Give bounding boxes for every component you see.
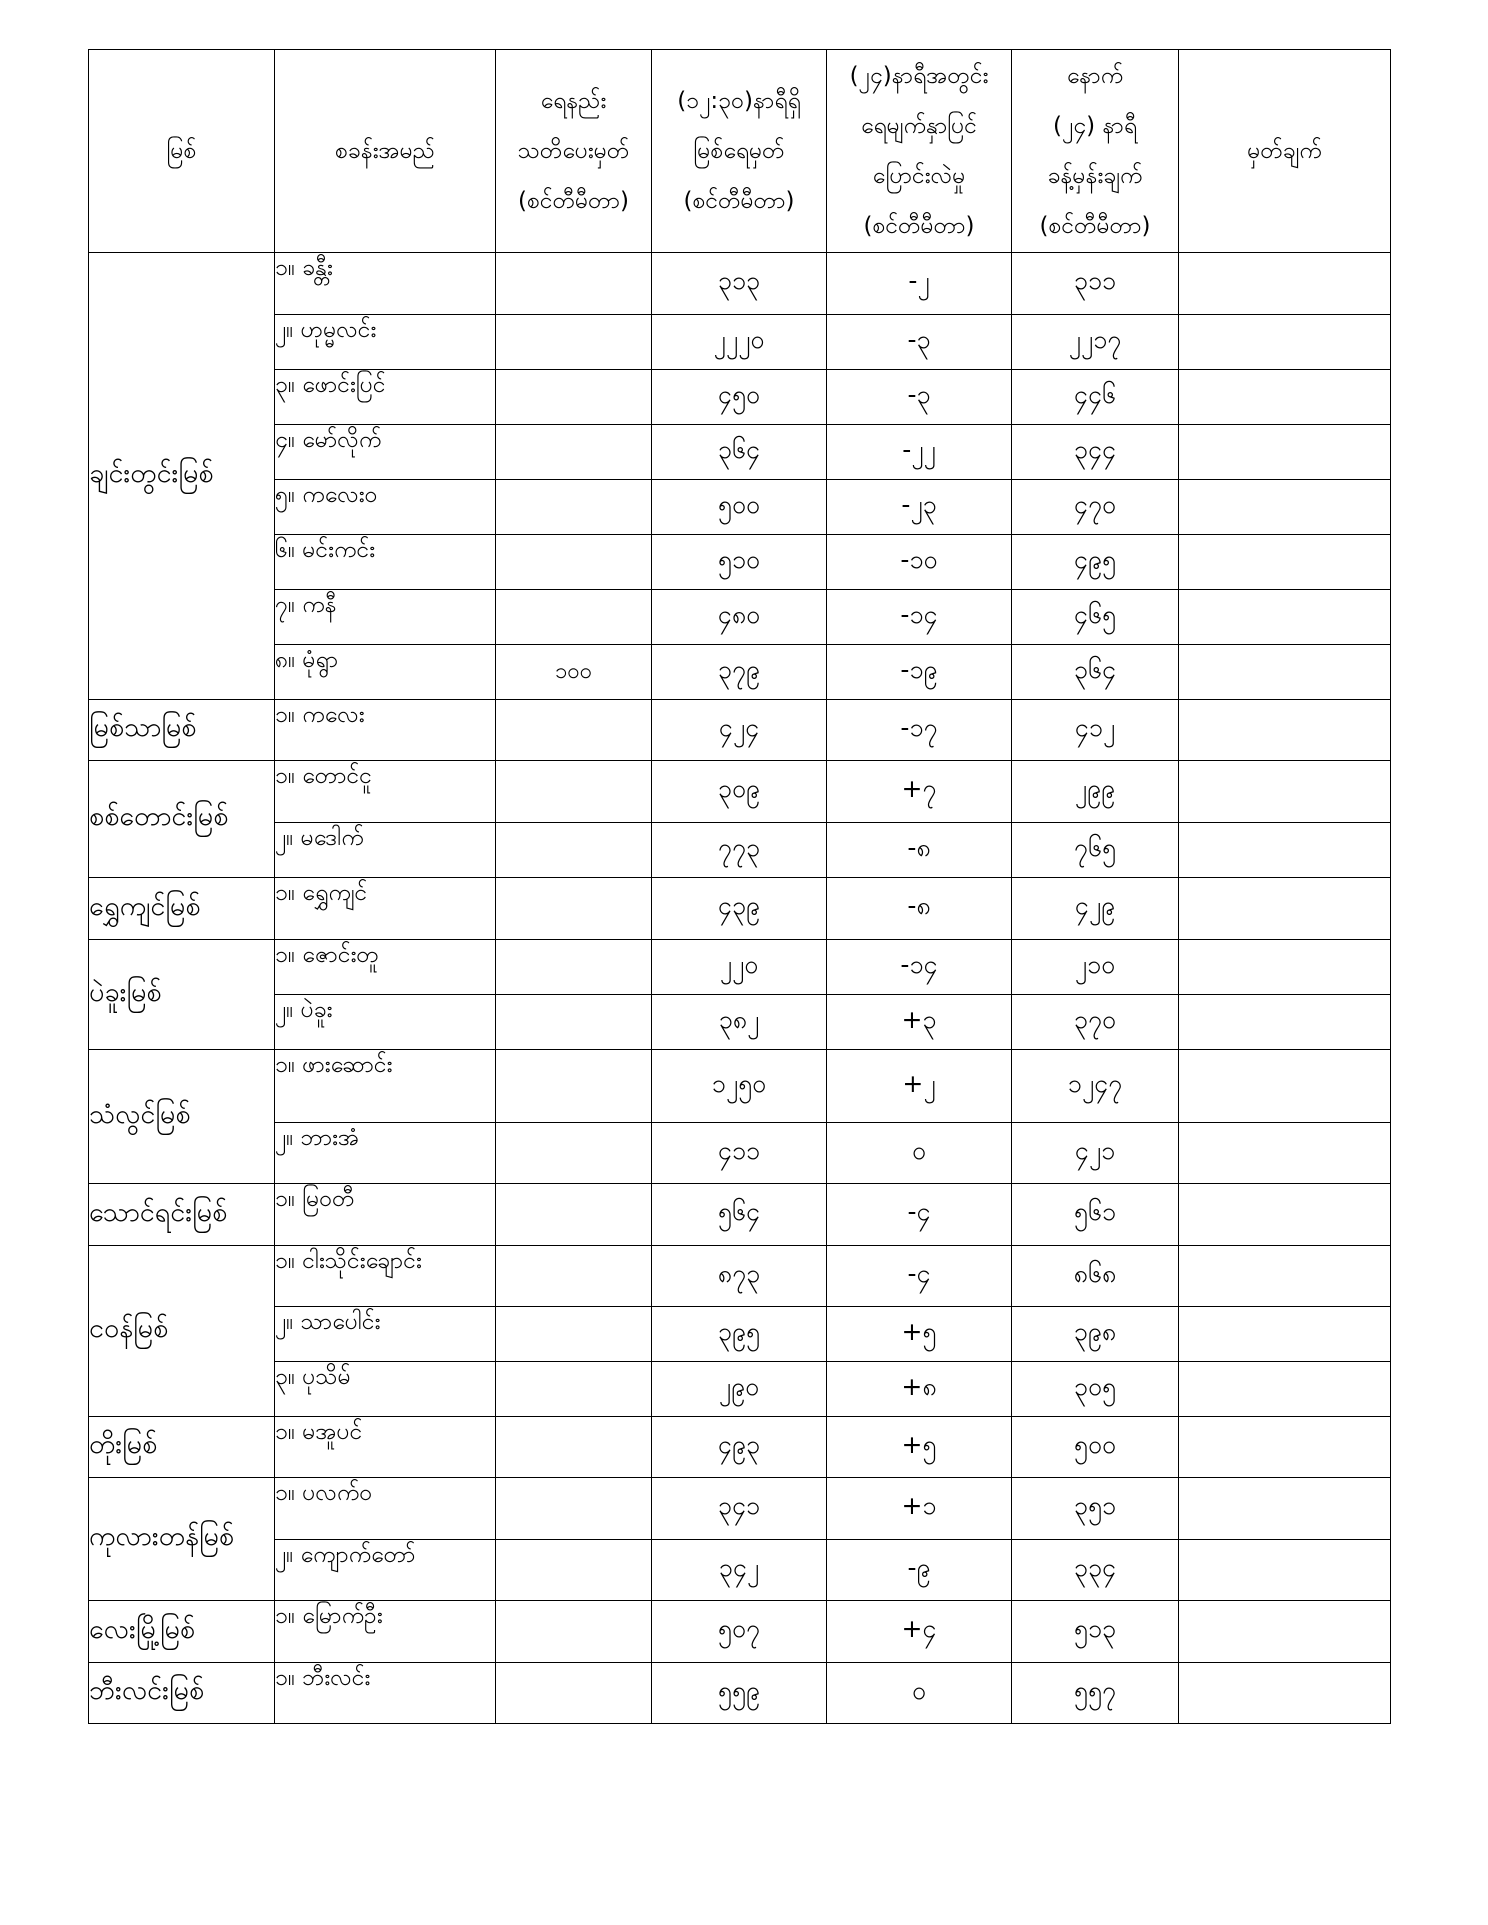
- water-level-cell: ၃၈၂: [652, 995, 827, 1050]
- danger-line-cell: ၁၀၀: [496, 645, 652, 700]
- forecast-cell: ၃၄၄: [1012, 425, 1179, 480]
- water-level-cell: ၃၉၅: [652, 1307, 827, 1362]
- table-row: [89, 1663, 1391, 1724]
- water-level-cell: ၄၁၁: [652, 1123, 827, 1184]
- header-danger-line: [496, 50, 652, 253]
- station-cell: ၃။ ပုသိမ်: [275, 1362, 496, 1417]
- water-level-cell: ၈၇၃: [652, 1246, 827, 1307]
- water-level-cell: ၂၂၂၀: [652, 315, 827, 370]
- table-row: [89, 370, 1391, 425]
- change-cell: -၁၉: [827, 645, 1012, 700]
- change-cell: +၁: [827, 1478, 1012, 1540]
- forecast-cell: ၄၁၂: [1012, 700, 1179, 761]
- change-cell: -၈: [827, 823, 1012, 878]
- remarks-cell: [1179, 1307, 1391, 1362]
- table-row: [89, 480, 1391, 535]
- table-row: [89, 1601, 1391, 1663]
- header-water-level: [652, 50, 827, 253]
- river-name-cell: ရွှေကျင်မြစ်: [89, 878, 275, 940]
- river-name-cell: ပဲခူးမြစ်: [89, 940, 275, 1050]
- forecast-cell: ၃၅၁: [1012, 1478, 1179, 1540]
- forecast-cell: ၃၉၈: [1012, 1307, 1179, 1362]
- forecast-cell: ၇၆၅: [1012, 823, 1179, 878]
- header-remarks: မှတ်ချက်: [1179, 50, 1391, 253]
- river-name-cell: တိုးမြစ်: [89, 1417, 275, 1478]
- table-row: [89, 1362, 1391, 1417]
- change-cell: +၄: [827, 1601, 1012, 1663]
- header-forecast-l1: နောက်: [1066, 63, 1124, 89]
- water-level-cell: ၅၀၇: [652, 1601, 827, 1663]
- change-cell: -၂၃: [827, 480, 1012, 535]
- remarks-cell: [1179, 1123, 1391, 1184]
- station-cell: ၁။ မြောက်ဦး: [275, 1601, 496, 1663]
- danger-line-cell: [496, 253, 652, 315]
- table-row: [89, 1417, 1391, 1478]
- water-level-cell: ၁၂၅၀: [652, 1050, 827, 1123]
- water-level-cell: ၄၈၀: [652, 590, 827, 645]
- header-river: မြစ်: [89, 50, 275, 253]
- danger-line-cell: [496, 1184, 652, 1246]
- remarks-cell: [1179, 480, 1391, 535]
- remarks-cell: [1179, 878, 1391, 940]
- table-row: [89, 1540, 1391, 1601]
- forecast-cell: ၈၆၈: [1012, 1246, 1179, 1307]
- water-level-cell: ၂၂၀: [652, 940, 827, 995]
- remarks-cell: [1179, 1478, 1391, 1540]
- danger-line-cell: [496, 1123, 652, 1184]
- header-forecast-l2: (၂၄) နာရီ: [1052, 113, 1138, 139]
- change-cell: ၀: [827, 1663, 1012, 1724]
- change-cell: -၂၂: [827, 425, 1012, 480]
- table-row: [89, 940, 1391, 995]
- river-level-table: [88, 49, 1391, 1724]
- forecast-cell: ၄၂၉: [1012, 878, 1179, 940]
- water-level-cell: ၃၇၉: [652, 645, 827, 700]
- water-level-cell: ၇၇၃: [652, 823, 827, 878]
- danger-line-cell: [496, 1417, 652, 1478]
- change-cell: -၂: [827, 253, 1012, 315]
- water-level-cell: ၅၆၄: [652, 1184, 827, 1246]
- table-body: [89, 253, 1391, 1724]
- change-cell: -၃: [827, 315, 1012, 370]
- station-cell: ၂။ ပဲခူး: [275, 995, 496, 1050]
- header-change-l4: (စင်တီမီတာ): [863, 213, 975, 239]
- change-cell: -၁၀: [827, 535, 1012, 590]
- header-forecast-l3: ခန့်မှန်းချက်: [1047, 163, 1143, 189]
- station-cell: ၂။ သာပေါင်း: [275, 1307, 496, 1362]
- forecast-cell: ၄၄၆: [1012, 370, 1179, 425]
- water-level-cell: ၄၂၄: [652, 700, 827, 761]
- forecast-cell: ၃၇၀: [1012, 995, 1179, 1050]
- forecast-cell: ၄၂၁: [1012, 1123, 1179, 1184]
- remarks-cell: [1179, 1362, 1391, 1417]
- danger-line-cell: [496, 1601, 652, 1663]
- river-name-cell: စစ်တောင်းမြစ်: [89, 761, 275, 878]
- forecast-cell: ၃၀၅: [1012, 1362, 1179, 1417]
- station-cell: ၁။ ခန္တီး: [275, 253, 496, 315]
- danger-line-cell: [496, 1362, 652, 1417]
- water-level-cell: ၂၉၀: [652, 1362, 827, 1417]
- station-cell: ၅။ ကလေးဝ: [275, 480, 496, 535]
- change-cell: ၀: [827, 1123, 1012, 1184]
- header-danger-line-l2: သတိပေးမှတ်: [517, 138, 630, 164]
- change-cell: -၈: [827, 878, 1012, 940]
- header-danger-line-l1: ရေနည်း: [540, 88, 607, 114]
- danger-line-cell: [496, 425, 652, 480]
- station-cell: ၂။ မဒေါက်: [275, 823, 496, 878]
- station-cell: ၁။ ဇောင်းတူ: [275, 940, 496, 995]
- danger-line-cell: [496, 535, 652, 590]
- water-level-cell: ၄၉၃: [652, 1417, 827, 1478]
- header-change-l1: (၂၄)နာရီအတွင်း: [849, 63, 989, 89]
- station-cell: ၁။ ပလက်ဝ: [275, 1478, 496, 1540]
- danger-line-cell: [496, 823, 652, 878]
- remarks-cell: [1179, 253, 1391, 315]
- table-row: [89, 253, 1391, 315]
- change-cell: +၇: [827, 761, 1012, 823]
- river-name-cell: သောင်ရင်းမြစ်: [89, 1184, 275, 1246]
- danger-line-cell: [496, 1307, 652, 1362]
- station-cell: ၁။ မြဝတီ: [275, 1184, 496, 1246]
- table-row: [89, 700, 1391, 761]
- river-name-cell: ချင်းတွင်းမြစ်: [89, 253, 275, 700]
- station-cell: ၈။ မုံရွာ: [275, 645, 496, 700]
- remarks-cell: [1179, 645, 1391, 700]
- forecast-cell: ၄၆၅: [1012, 590, 1179, 645]
- remarks-cell: [1179, 535, 1391, 590]
- forecast-cell: ၃၆၄: [1012, 645, 1179, 700]
- header-water-level-l2: မြစ်ရေမှတ်: [693, 138, 785, 164]
- remarks-cell: [1179, 1050, 1391, 1123]
- header-water-level-l1: (၁၂:၃၀)နာရီရှိ: [677, 88, 801, 114]
- danger-line-cell: [496, 370, 652, 425]
- remarks-cell: [1179, 1417, 1391, 1478]
- remarks-cell: [1179, 995, 1391, 1050]
- forecast-cell: ၂၁၀: [1012, 940, 1179, 995]
- forecast-cell: ၄၉၅: [1012, 535, 1179, 590]
- table-row: [89, 1246, 1391, 1307]
- table-row: [89, 1184, 1391, 1246]
- danger-line-cell: [496, 995, 652, 1050]
- river-name-cell: ကုလားတန်မြစ်: [89, 1478, 275, 1601]
- table-row: [89, 315, 1391, 370]
- remarks-cell: [1179, 940, 1391, 995]
- forecast-cell: ၃၃၄: [1012, 1540, 1179, 1601]
- station-cell: ၂။ ဘားအံ: [275, 1123, 496, 1184]
- station-cell: ၃။ ဖောင်းပြင်: [275, 370, 496, 425]
- station-cell: ၂။ ဟုမ္မလင်း: [275, 315, 496, 370]
- table-row: [89, 995, 1391, 1050]
- forecast-cell: ၅၆၁: [1012, 1184, 1179, 1246]
- danger-line-cell: [496, 940, 652, 995]
- remarks-cell: [1179, 823, 1391, 878]
- header-change-l3: ပြောင်းလဲမှု: [872, 163, 966, 189]
- header-change-l2: ရေမျက်နှာပြင်: [860, 113, 978, 139]
- remarks-cell: [1179, 370, 1391, 425]
- remarks-cell: [1179, 1184, 1391, 1246]
- remarks-cell: [1179, 1601, 1391, 1663]
- remarks-cell: [1179, 1663, 1391, 1724]
- remarks-cell: [1179, 700, 1391, 761]
- header-forecast-l4: (စင်တီမီတာ): [1039, 213, 1151, 239]
- remarks-cell: [1179, 590, 1391, 645]
- forecast-cell: ၃၁၁: [1012, 253, 1179, 315]
- header-row: [89, 50, 1391, 253]
- river-name-cell: လေးမြို့မြစ်: [89, 1601, 275, 1663]
- danger-line-cell: [496, 315, 652, 370]
- river-name-cell: ငဝန်မြစ်: [89, 1246, 275, 1417]
- danger-line-cell: [496, 1540, 652, 1601]
- change-cell: -၉: [827, 1540, 1012, 1601]
- danger-line-cell: [496, 878, 652, 940]
- station-cell: ၁။ တောင်ငူ: [275, 761, 496, 823]
- change-cell: +၈: [827, 1362, 1012, 1417]
- station-cell: ၁။ ဖားဆောင်း: [275, 1050, 496, 1123]
- danger-line-cell: [496, 1478, 652, 1540]
- danger-line-cell: [496, 700, 652, 761]
- change-cell: +၃: [827, 995, 1012, 1050]
- river-name-cell: သံလွင်မြစ်: [89, 1050, 275, 1184]
- water-level-cell: ၅၅၉: [652, 1663, 827, 1724]
- remarks-cell: [1179, 1246, 1391, 1307]
- header-station: စခန်းအမည်: [275, 50, 496, 253]
- change-cell: -၁၄: [827, 590, 1012, 645]
- forecast-cell: ၂၉၉: [1012, 761, 1179, 823]
- table-row: [89, 761, 1391, 823]
- change-cell: -၁၇: [827, 700, 1012, 761]
- table-row: [89, 1307, 1391, 1362]
- change-cell: -၁၄: [827, 940, 1012, 995]
- danger-line-cell: [496, 761, 652, 823]
- river-name-cell: မြစ်သာမြစ်: [89, 700, 275, 761]
- station-cell: ၁။ မအူပင်: [275, 1417, 496, 1478]
- change-cell: -၃: [827, 370, 1012, 425]
- remarks-cell: [1179, 315, 1391, 370]
- station-cell: ၂။ ကျောက်တော်: [275, 1540, 496, 1601]
- header-danger-line-l3: (စင်တီမီတာ): [517, 188, 630, 214]
- table-row: [89, 823, 1391, 878]
- water-level-cell: ၅၀၀: [652, 480, 827, 535]
- water-level-cell: ၃၆၄: [652, 425, 827, 480]
- station-cell: ၁။ ငါးသိုင်းချောင်း: [275, 1246, 496, 1307]
- change-cell: +၂: [827, 1050, 1012, 1123]
- forecast-cell: ၅၅၇: [1012, 1663, 1179, 1724]
- water-level-cell: ၅၁၀: [652, 535, 827, 590]
- table-row: [89, 535, 1391, 590]
- river-name-cell: ဘီးလင်းမြစ်: [89, 1663, 275, 1724]
- header-change: [827, 50, 1012, 253]
- change-cell: -၄: [827, 1246, 1012, 1307]
- water-level-cell: ၃၁၃: [652, 253, 827, 315]
- table-row: [89, 425, 1391, 480]
- header-water-level-l3: (စင်တီမီတာ): [683, 188, 795, 214]
- danger-line-cell: [496, 1663, 652, 1724]
- change-cell: -၄: [827, 1184, 1012, 1246]
- station-cell: ၁။ ရွှေကျင်: [275, 878, 496, 940]
- water-level-cell: ၄၅၀: [652, 370, 827, 425]
- forecast-cell: ၄၇၀: [1012, 480, 1179, 535]
- change-cell: +၅: [827, 1417, 1012, 1478]
- header-forecast: [1012, 50, 1179, 253]
- forecast-cell: ၅၁၃: [1012, 1601, 1179, 1663]
- forecast-cell: ၅၀၀: [1012, 1417, 1179, 1478]
- water-level-cell: ၃၄၁: [652, 1478, 827, 1540]
- danger-line-cell: [496, 590, 652, 645]
- danger-line-cell: [496, 480, 652, 535]
- forecast-cell: ၁၂၄၇: [1012, 1050, 1179, 1123]
- water-level-cell: ၃၄၂: [652, 1540, 827, 1601]
- station-cell: ၇။ ကနီ: [275, 590, 496, 645]
- table-row: [89, 1123, 1391, 1184]
- table-row: [89, 590, 1391, 645]
- water-level-cell: ၄၃၉: [652, 878, 827, 940]
- danger-line-cell: [496, 1246, 652, 1307]
- change-cell: +၅: [827, 1307, 1012, 1362]
- danger-line-cell: [496, 1050, 652, 1123]
- forecast-cell: ၂၂၁၇: [1012, 315, 1179, 370]
- station-cell: ၄။ မော်လိုက်: [275, 425, 496, 480]
- table-row: [89, 1050, 1391, 1123]
- remarks-cell: [1179, 425, 1391, 480]
- remarks-cell: [1179, 1540, 1391, 1601]
- table-row: [89, 878, 1391, 940]
- water-level-cell: ၃၀၉: [652, 761, 827, 823]
- remarks-cell: [1179, 761, 1391, 823]
- station-cell: ၆။ မင်းကင်း: [275, 535, 496, 590]
- station-cell: ၁။ ကလေး: [275, 700, 496, 761]
- station-cell: ၁။ ဘီးလင်း: [275, 1663, 496, 1724]
- table-row: [89, 645, 1391, 700]
- table-row: [89, 1478, 1391, 1540]
